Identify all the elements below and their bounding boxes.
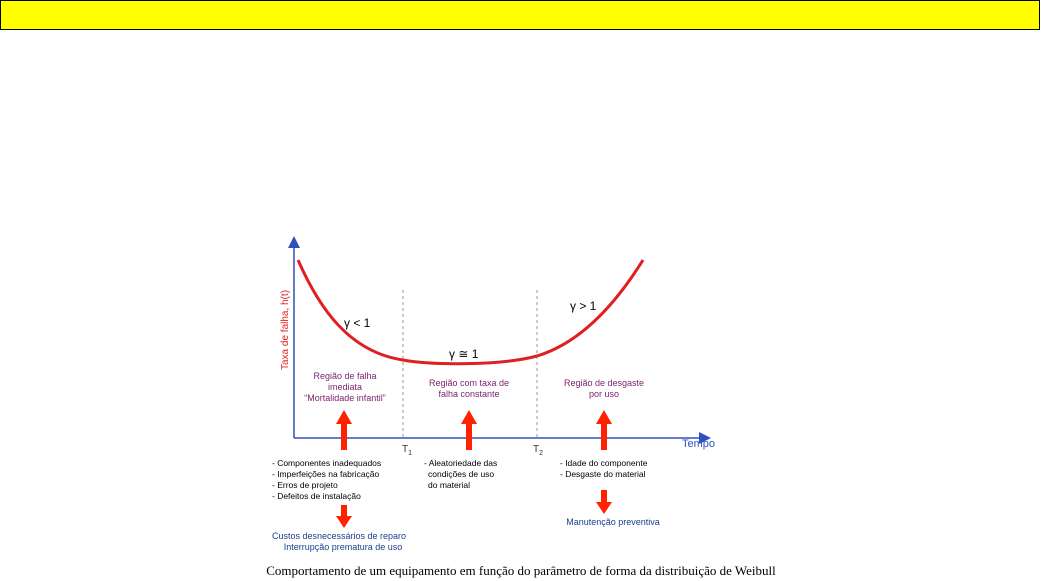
causes-middle <box>424 458 497 490</box>
up-arrow-right <box>596 410 612 450</box>
cause-item: do material <box>428 480 471 490</box>
down-arrow-left <box>336 505 352 528</box>
region-middle-label <box>429 378 509 399</box>
region-middle-line: Região com taxa de <box>428 378 510 388</box>
up-arrow-middle <box>461 410 477 450</box>
cause-item: - Defeitos de instalação <box>272 491 361 501</box>
region-middle-line: falha constante <box>438 389 500 399</box>
cause-item: - Idade do componente <box>560 458 648 468</box>
consequence-item: Interrupção prematura de uso <box>283 542 403 552</box>
causes-right <box>560 458 648 479</box>
up-arrow-left <box>336 410 352 450</box>
time-mark-t1: $T_1$ <box>402 444 413 457</box>
gamma-middle-label: γ ≅ 1 <box>449 347 479 361</box>
cause-item: - Aleatoriedade das <box>424 458 498 468</box>
cause-item: - Componentes inadequados <box>272 458 382 468</box>
region-right-label <box>564 378 644 399</box>
region-left-label <box>304 371 386 403</box>
region-right-line: por uso <box>588 389 620 399</box>
consequence-item: Manutenção preventiva <box>566 517 660 527</box>
cause-item: condições de uso <box>428 469 495 479</box>
region-left-line: Região de falha <box>313 371 377 381</box>
consequences-right <box>566 517 660 527</box>
consequences-left <box>272 531 406 552</box>
region-right-line: Região de desgaste <box>563 378 645 388</box>
region-left-line: “Mortalidade infantil” <box>304 393 386 403</box>
figure-caption: Comportamento de um equipamento em função do parâmetro de forma da distribuição de Weibull <box>266 563 776 578</box>
down-arrow-right <box>596 490 612 514</box>
y-axis-label: Taxa de falha, h(t) <box>280 289 291 371</box>
cause-item: - Imperfeições na fabricação <box>272 469 380 479</box>
cause-item: - Desgaste do material <box>560 469 646 479</box>
gamma-left-label: γ < 1 <box>344 316 371 330</box>
x-axis-label: Tempo <box>682 438 716 450</box>
causes-left <box>272 458 381 501</box>
gamma-right-label: γ > 1 <box>570 299 597 313</box>
time-mark-t2: $T_2$ <box>533 444 544 457</box>
consequence-item: Custos desnecessários de reparo <box>271 531 407 541</box>
region-left-line: imediata <box>327 382 363 392</box>
cause-item: - Erros de projeto <box>272 480 338 490</box>
